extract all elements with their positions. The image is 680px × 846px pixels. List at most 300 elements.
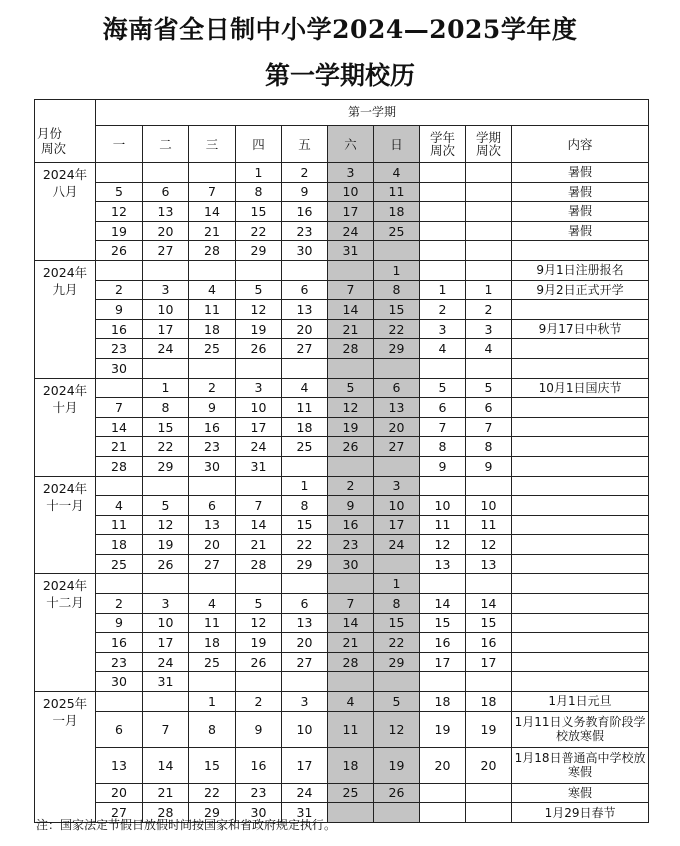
weekend-date-cell — [328, 574, 374, 594]
date-cell: 4 — [282, 378, 328, 398]
date-cell: 17 — [143, 319, 189, 339]
school-year-week-cell: 19 — [420, 711, 466, 747]
date-cell: 18 — [96, 535, 143, 555]
term-week-cell — [466, 221, 512, 241]
school-year-week-cell — [420, 241, 466, 261]
date-cell: 19 — [236, 633, 282, 653]
date-cell: 29 — [143, 456, 189, 476]
date-cell: 4 — [96, 496, 143, 516]
weekend-date-cell: 3 — [374, 476, 420, 496]
term-week-cell: 4 — [466, 339, 512, 359]
weekend-date-cell: 11 — [328, 711, 374, 747]
date-cell: 2 — [236, 692, 282, 712]
event-content-cell — [512, 417, 649, 437]
date-cell: 10 — [282, 711, 328, 747]
date-cell: 27 — [189, 554, 236, 574]
weekend-date-cell: 25 — [374, 221, 420, 241]
week-row — [35, 476, 649, 496]
event-content-cell: 1月18日普通高中学校放寒假 — [512, 747, 649, 783]
weekend-date-cell: 25 — [328, 783, 374, 803]
date-cell: 28 — [96, 456, 143, 476]
date-cell: 31 — [282, 803, 328, 823]
date-cell: 10 — [143, 300, 189, 320]
date-cell: 10 — [143, 613, 189, 633]
month-year: 2024年 — [42, 382, 88, 398]
weekend-date-cell: 17 — [374, 515, 420, 535]
event-content-cell — [512, 456, 649, 476]
date-cell — [282, 358, 328, 378]
weekend-date-cell: 1 — [374, 574, 420, 594]
date-cell — [96, 378, 143, 398]
date-cell: 17 — [236, 417, 282, 437]
weekend-date-cell: 22 — [374, 633, 420, 653]
event-content-cell: 9月2日正式开学 — [512, 280, 649, 300]
date-cell: 22 — [143, 437, 189, 457]
week-row — [35, 672, 649, 692]
event-content-cell — [512, 613, 649, 633]
weekend-date-cell: 17 — [328, 202, 374, 222]
school-year-week-cell: 15 — [420, 613, 466, 633]
date-cell: 6 — [282, 594, 328, 614]
date-cell: 5 — [96, 182, 143, 202]
week-row — [35, 711, 649, 747]
term-week-cell: 7 — [466, 417, 512, 437]
school-year-week-cell: 7 — [420, 417, 466, 437]
year-week-header-line1: 学年 — [429, 130, 455, 145]
date-cell — [236, 476, 282, 496]
weekend-date-cell: 5 — [328, 378, 374, 398]
weekend-date-cell: 15 — [374, 613, 420, 633]
date-cell: 12 — [96, 202, 143, 222]
event-content-cell: 9月1日注册报名 — [512, 260, 649, 280]
term-week-cell: 6 — [466, 398, 512, 418]
week-row — [35, 358, 649, 378]
weekend-date-cell — [374, 241, 420, 261]
date-cell — [143, 163, 189, 183]
date-cell: 16 — [282, 202, 328, 222]
date-cell: 19 — [143, 535, 189, 555]
date-cell: 5 — [236, 280, 282, 300]
event-content-cell: 暑假 — [512, 221, 649, 241]
weekend-date-cell: 3 — [328, 163, 374, 183]
week-row — [35, 398, 649, 418]
term-week-cell — [466, 241, 512, 261]
month-year: 2024年 — [42, 480, 88, 496]
date-cell — [143, 692, 189, 712]
date-cell: 8 — [189, 711, 236, 747]
month-name: 一月 — [52, 713, 78, 729]
date-cell: 5 — [236, 594, 282, 614]
date-cell: 25 — [282, 437, 328, 457]
weekend-date-cell: 9 — [328, 496, 374, 516]
weekend-date-cell: 4 — [374, 163, 420, 183]
date-cell: 13 — [143, 202, 189, 222]
date-cell: 15 — [143, 417, 189, 437]
date-cell: 16 — [96, 633, 143, 653]
weekend-date-cell: 15 — [374, 300, 420, 320]
school-year-week-cell — [420, 783, 466, 803]
date-cell — [96, 476, 143, 496]
date-cell: 11 — [282, 398, 328, 418]
date-cell: 7 — [236, 496, 282, 516]
month-year: 2024年 — [42, 167, 88, 182]
day-header-row — [35, 126, 649, 163]
date-cell: 13 — [96, 747, 143, 783]
date-cell: 27 — [282, 652, 328, 672]
school-year-week-cell — [420, 358, 466, 378]
month-name: 十月 — [52, 399, 78, 415]
school-year-week-cell — [420, 574, 466, 594]
date-cell: 27 — [282, 339, 328, 359]
week-row — [35, 300, 649, 320]
term-week-header-line1: 学期 — [475, 130, 501, 145]
date-cell: 16 — [189, 417, 236, 437]
date-cell: 11 — [189, 613, 236, 633]
week-row — [35, 496, 649, 516]
date-cell: 17 — [282, 747, 328, 783]
event-content-cell — [512, 339, 649, 359]
date-cell: 18 — [282, 417, 328, 437]
school-year-week-cell: 17 — [420, 652, 466, 672]
date-cell — [96, 574, 143, 594]
date-cell: 17 — [143, 633, 189, 653]
weekend-date-cell: 4 — [328, 692, 374, 712]
week-row — [35, 692, 649, 712]
date-cell: 21 — [236, 535, 282, 555]
date-cell — [143, 358, 189, 378]
weekend-date-cell: 6 — [374, 378, 420, 398]
weekend-date-cell: 30 — [328, 554, 374, 574]
event-content-cell — [512, 437, 649, 457]
term-week-cell: 12 — [466, 535, 512, 555]
date-cell: 26 — [143, 554, 189, 574]
weekend-date-cell: 16 — [328, 515, 374, 535]
date-cell: 25 — [96, 554, 143, 574]
weekend-date-cell: 11 — [374, 182, 420, 202]
date-cell — [143, 574, 189, 594]
date-cell: 23 — [96, 339, 143, 359]
date-cell — [189, 476, 236, 496]
event-content-cell — [512, 535, 649, 555]
school-year-week-cell: 2 — [420, 300, 466, 320]
date-cell: 23 — [282, 221, 328, 241]
school-year-week-cell: 12 — [420, 535, 466, 555]
date-cell: 30 — [189, 456, 236, 476]
date-cell: 15 — [189, 747, 236, 783]
date-cell: 18 — [189, 633, 236, 653]
school-year-week-cell: 13 — [420, 554, 466, 574]
term-week-header-line2: 周次 — [475, 143, 501, 158]
date-cell: 20 — [96, 783, 143, 803]
weekend-date-cell: 10 — [374, 496, 420, 516]
date-cell — [96, 260, 143, 280]
calendar-subtitle: 第一学期校历 — [264, 61, 415, 90]
date-cell — [96, 692, 143, 712]
day-header-tue: 二 — [143, 126, 189, 163]
week-row — [35, 417, 649, 437]
date-cell — [189, 358, 236, 378]
date-cell: 2 — [96, 594, 143, 614]
date-cell: 19 — [236, 319, 282, 339]
event-content-cell — [512, 652, 649, 672]
date-cell — [143, 476, 189, 496]
weekend-date-cell: 7 — [328, 280, 374, 300]
weekend-date-cell: 28 — [328, 339, 374, 359]
term-week-cell: 5 — [466, 378, 512, 398]
date-cell: 15 — [282, 515, 328, 535]
term-week-cell: 1 — [466, 280, 512, 300]
weekend-date-cell: 18 — [374, 202, 420, 222]
weekend-date-cell — [328, 260, 374, 280]
year-week-header-line2: 周次 — [429, 143, 455, 158]
event-content-cell — [512, 574, 649, 594]
date-cell: 9 — [96, 300, 143, 320]
weekend-date-cell — [328, 456, 374, 476]
date-cell — [282, 456, 328, 476]
term-week-cell — [466, 574, 512, 594]
term-week-cell — [466, 202, 512, 222]
month-label — [35, 692, 96, 823]
term-week-cell: 3 — [466, 319, 512, 339]
date-cell: 29 — [236, 241, 282, 261]
date-cell — [236, 260, 282, 280]
event-content-cell — [512, 633, 649, 653]
event-content-cell: 寒假 — [512, 783, 649, 803]
event-content-cell: 9月17日中秋节 — [512, 319, 649, 339]
weekend-date-cell: 18 — [328, 747, 374, 783]
date-cell: 13 — [282, 300, 328, 320]
school-year-week-cell — [420, 163, 466, 183]
date-cell: 3 — [143, 594, 189, 614]
week-row — [35, 783, 649, 803]
date-cell: 1 — [189, 692, 236, 712]
day-header-wed: 三 — [189, 126, 236, 163]
term-week-cell: 14 — [466, 594, 512, 614]
date-cell: 31 — [236, 456, 282, 476]
date-cell: 20 — [282, 319, 328, 339]
week-row — [35, 378, 649, 398]
corner-week-label: 周次 — [41, 141, 67, 156]
school-year-week-cell: 8 — [420, 437, 466, 457]
date-cell: 24 — [143, 339, 189, 359]
weekend-date-cell — [328, 358, 374, 378]
date-cell: 20 — [189, 535, 236, 555]
event-content-cell — [512, 554, 649, 574]
weekend-date-cell: 5 — [374, 692, 420, 712]
date-cell: 24 — [143, 652, 189, 672]
weekend-date-cell: 28 — [328, 652, 374, 672]
date-cell: 7 — [96, 398, 143, 418]
month-name: 九月 — [52, 281, 78, 297]
term-week-cell — [466, 358, 512, 378]
weekend-date-cell: 12 — [374, 711, 420, 747]
term-week-cell — [466, 260, 512, 280]
term-week-cell: 15 — [466, 613, 512, 633]
month-name: 十二月 — [46, 595, 84, 611]
date-cell: 12 — [143, 515, 189, 535]
date-cell: 12 — [236, 613, 282, 633]
weekend-date-cell — [328, 672, 374, 692]
school-year-week-cell: 11 — [420, 515, 466, 535]
weekend-date-cell: 1 — [374, 260, 420, 280]
school-year-week-cell: 20 — [420, 747, 466, 783]
weekend-date-cell: 24 — [374, 535, 420, 555]
weekend-date-cell — [374, 554, 420, 574]
date-cell: 22 — [236, 221, 282, 241]
date-cell: 9 — [282, 182, 328, 202]
date-cell — [189, 574, 236, 594]
date-cell: 1 — [282, 476, 328, 496]
calendar-title: 海南省全日制中小学2024—2025学年度 — [102, 15, 578, 44]
date-cell: 24 — [282, 783, 328, 803]
weekend-date-cell: 22 — [374, 319, 420, 339]
weekend-date-cell: 19 — [328, 417, 374, 437]
school-year-week-cell: 4 — [420, 339, 466, 359]
weekend-date-cell: 21 — [328, 319, 374, 339]
week-row — [35, 633, 649, 653]
date-cell: 4 — [189, 594, 236, 614]
term-week-cell: 19 — [466, 711, 512, 747]
month-name: 八月 — [52, 184, 78, 199]
date-cell: 6 — [143, 182, 189, 202]
date-cell: 23 — [189, 437, 236, 457]
term-week-cell — [466, 163, 512, 183]
date-cell: 27 — [96, 803, 143, 823]
date-cell: 18 — [189, 319, 236, 339]
date-cell — [282, 574, 328, 594]
event-content-cell — [512, 358, 649, 378]
date-cell — [236, 574, 282, 594]
date-cell: 3 — [236, 378, 282, 398]
week-row — [35, 652, 649, 672]
date-cell: 25 — [189, 652, 236, 672]
calendar-body — [35, 163, 649, 823]
date-cell: 22 — [282, 535, 328, 555]
date-cell: 24 — [236, 437, 282, 457]
school-year-week-cell — [420, 260, 466, 280]
month-label — [35, 476, 96, 574]
date-cell: 1 — [143, 378, 189, 398]
date-cell — [189, 672, 236, 692]
school-year-week-cell — [420, 182, 466, 202]
date-cell: 6 — [189, 496, 236, 516]
weekend-date-cell: 14 — [328, 300, 374, 320]
day-header-thu: 四 — [236, 126, 282, 163]
school-year-week-cell: 3 — [420, 319, 466, 339]
event-content-cell: 暑假 — [512, 182, 649, 202]
school-year-week-cell: 1 — [420, 280, 466, 300]
semester-header: 第一学期 — [96, 100, 649, 126]
date-cell: 2 — [96, 280, 143, 300]
date-cell — [189, 260, 236, 280]
date-cell — [189, 163, 236, 183]
week-row — [35, 747, 649, 783]
date-cell: 28 — [236, 554, 282, 574]
date-cell: 30 — [96, 358, 143, 378]
date-cell: 23 — [236, 783, 282, 803]
weekend-date-cell: 2 — [328, 476, 374, 496]
weekend-date-cell — [374, 456, 420, 476]
date-cell: 8 — [282, 496, 328, 516]
week-row — [35, 456, 649, 476]
date-cell: 8 — [143, 398, 189, 418]
date-cell: 14 — [96, 417, 143, 437]
school-year-week-cell: 18 — [420, 692, 466, 712]
weekend-date-cell: 20 — [374, 417, 420, 437]
date-cell: 1 — [236, 163, 282, 183]
date-cell: 5 — [143, 496, 189, 516]
school-year-week-cell: 14 — [420, 594, 466, 614]
weekend-date-cell — [374, 672, 420, 692]
month-year: 2024年 — [42, 578, 88, 594]
date-cell: 20 — [143, 221, 189, 241]
school-year-week-cell: 16 — [420, 633, 466, 653]
date-cell: 11 — [96, 515, 143, 535]
day-header-sun: 日 — [374, 126, 420, 163]
month-label — [35, 574, 96, 692]
term-week-cell: 10 — [466, 496, 512, 516]
footnote: 注：国家法定节假日放假时间按国家和省政府规定执行。 — [36, 818, 337, 832]
weekend-date-cell: 13 — [374, 398, 420, 418]
week-row — [35, 535, 649, 555]
school-year-week-cell — [420, 476, 466, 496]
weekend-date-cell: 29 — [374, 652, 420, 672]
date-cell: 6 — [96, 711, 143, 747]
event-content-cell — [512, 496, 649, 516]
term-week-cell: 2 — [466, 300, 512, 320]
year-week-header — [420, 126, 466, 163]
weekend-date-cell — [374, 803, 420, 823]
corner-header — [35, 100, 96, 163]
date-cell: 13 — [189, 515, 236, 535]
week-row — [35, 221, 649, 241]
school-year-week-cell — [420, 672, 466, 692]
school-year-week-cell: 6 — [420, 398, 466, 418]
date-cell: 23 — [96, 652, 143, 672]
weekend-date-cell: 7 — [328, 594, 374, 614]
event-content-cell — [512, 672, 649, 692]
date-cell: 30 — [236, 803, 282, 823]
weekend-date-cell: 26 — [328, 437, 374, 457]
week-row — [35, 437, 649, 457]
event-content-cell: 1月11日义务教育阶段学校放寒假 — [512, 711, 649, 747]
week-row — [35, 182, 649, 202]
date-cell: 13 — [282, 613, 328, 633]
week-row — [35, 515, 649, 535]
term-week-cell: 17 — [466, 652, 512, 672]
day-header-fri: 五 — [282, 126, 328, 163]
corner-month-label: 月份 — [37, 126, 63, 141]
date-cell: 26 — [236, 339, 282, 359]
date-cell — [282, 672, 328, 692]
week-row — [35, 241, 649, 261]
week-row — [35, 163, 649, 183]
term-week-cell: 20 — [466, 747, 512, 783]
week-row — [35, 613, 649, 633]
school-year-week-cell: 5 — [420, 378, 466, 398]
date-cell: 3 — [143, 280, 189, 300]
school-year-week-cell: 9 — [420, 456, 466, 476]
week-row — [35, 319, 649, 339]
date-cell: 14 — [236, 515, 282, 535]
term-week-cell — [466, 803, 512, 823]
school-calendar-table — [34, 99, 649, 823]
date-cell: 11 — [189, 300, 236, 320]
weekend-date-cell: 21 — [328, 633, 374, 653]
date-cell — [236, 358, 282, 378]
term-week-cell: 16 — [466, 633, 512, 653]
weekend-date-cell: 26 — [374, 783, 420, 803]
